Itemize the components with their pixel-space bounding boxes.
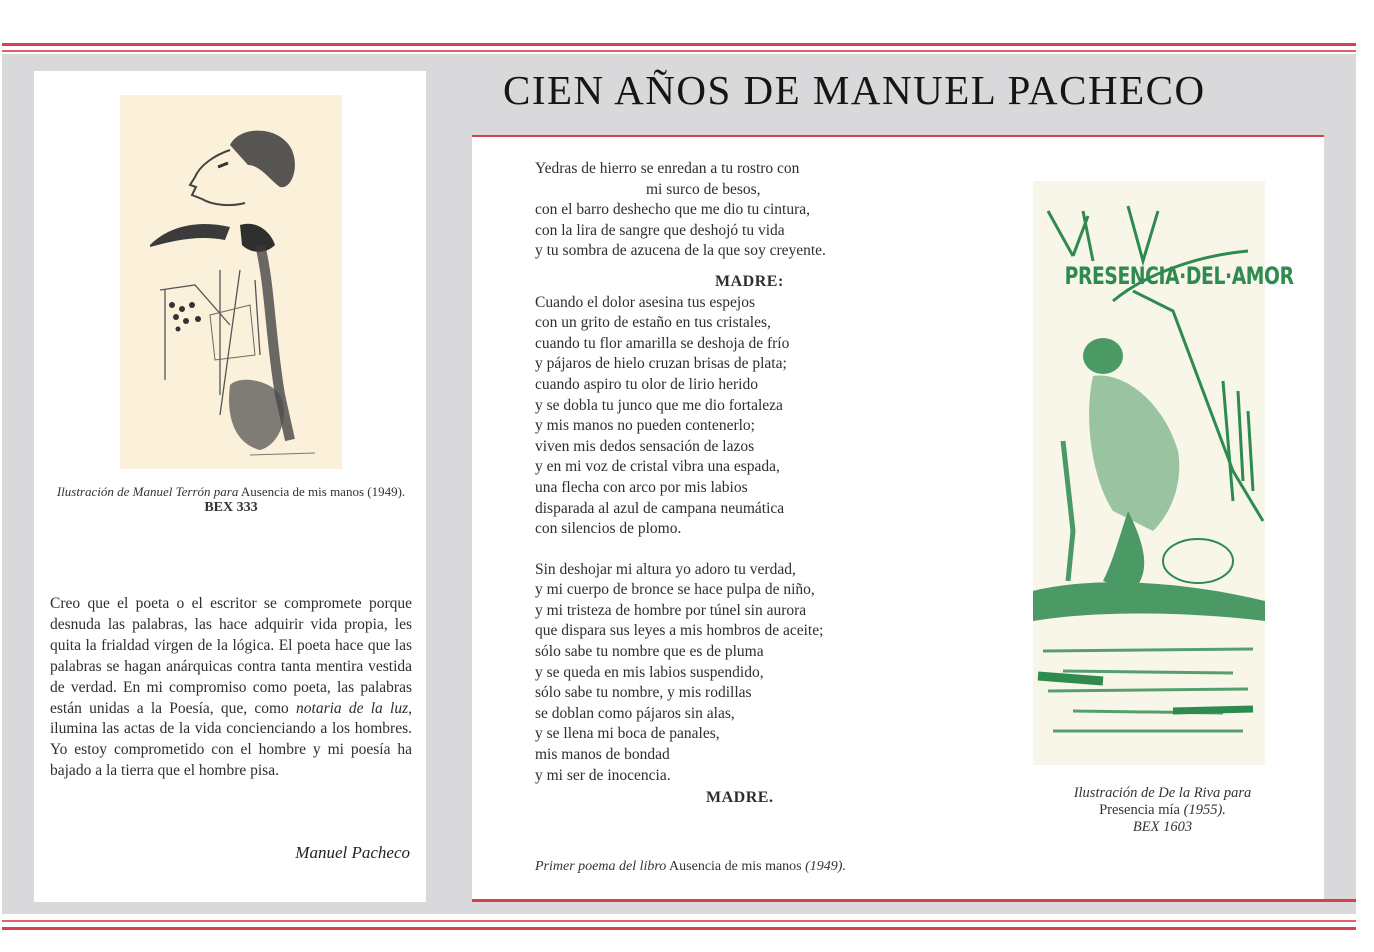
poem-line: una flecha con arco por mis labios	[535, 478, 748, 496]
caption-credit: Ilustración de De la Riva para	[1073, 785, 1252, 801]
quote-signature: Manuel Pacheco	[295, 843, 410, 862]
poem-line: y pájaros de hielo cruzan brisas de plata;	[535, 355, 787, 373]
poem-line: y se dobla tu junco que me dio fortaleza	[535, 396, 783, 414]
source-label: Primer poema del libro	[535, 859, 667, 874]
poem-line: mis manos de bondad	[535, 746, 670, 764]
poem-line: con silencios de plomo.	[535, 520, 682, 538]
portrait-sketch-illustration	[120, 95, 342, 469]
caption-book-title: Presencia mía	[1099, 802, 1180, 818]
poem-line: y mis manos no pueden contenerlo;	[535, 417, 755, 435]
poem-line: con un grito de estaño en tus cristales,	[535, 314, 771, 332]
poem-line: y en mi voz de cristal vibra una espada,	[535, 458, 780, 476]
poem-closing: MADRE.	[706, 789, 774, 807]
bottom-rule-inner	[2, 920, 1356, 922]
poem-line: viven mis dedos sensación de lazos	[535, 437, 755, 455]
source-book: Ausencia de mis manos	[669, 859, 802, 874]
left-illustration-caption	[56, 484, 406, 516]
ink-portrait-sketch-icon	[120, 95, 342, 469]
right-illustration-caption	[1030, 785, 1295, 836]
poem-line: cuando tu flor amarilla se deshoja de frío	[535, 334, 790, 352]
poem-line: sólo sabe tu nombre que es de pluma	[535, 643, 764, 661]
catalog-ref: BEX 1603	[1132, 819, 1193, 835]
poem-line: con la lira de sangre que deshojó tu vida	[535, 221, 785, 239]
poem-line: y se queda en mis labios suspendido,	[535, 663, 764, 681]
page-title: CIEN AÑOS DE MANUEL PACHECO	[503, 67, 1206, 113]
source-year: (1949).	[805, 859, 846, 874]
top-rule-outer	[2, 43, 1356, 46]
bottom-rule-outer	[2, 927, 1356, 930]
poem-line: sólo sabe tu nombre, y mis rodillas	[535, 684, 752, 702]
poem-line: y mi ser de inocencia.	[535, 766, 671, 784]
caption-year: (1955).	[1183, 802, 1226, 818]
top-rule-inner	[2, 50, 1356, 52]
poem-madre	[535, 159, 915, 809]
poem-line: Sin deshojar mi altura yo adoro tu verdad,	[535, 560, 796, 578]
poem-line: y tu sombra de azucena de la que soy creyente.	[535, 242, 826, 260]
poem-line: y se llena mi boca de panales,	[535, 725, 720, 743]
quote-italic-phrase: notaria de la luz	[296, 699, 409, 717]
caption-book-title: Ausencia de mis manos (1949).	[240, 484, 406, 499]
poem-source	[535, 859, 846, 875]
poem-line: Yedras de hierro se enredan a tu rostro con	[535, 160, 800, 177]
poem-line: disparada al azul de campana neumática	[535, 499, 785, 517]
poem-line: Cuando el dolor asesina tus espejos	[535, 293, 755, 311]
poem-line: y mi tristeza de hombre por túnel sin aurora	[535, 601, 807, 619]
caption-book-line	[1030, 802, 1295, 819]
poem-line: y mi cuerpo de bronce se hace pulpa de niño,	[535, 581, 815, 599]
quote-text-1: Creo que el poeta o el escritor se compromete porque desnuda las palabras, las hace adquirir vida propia, les quita la frialdad virgen de la lógica. El poeta hace que las palabras se hagan anárquicas contra tanta mentira vestida de verdad. En mi compromiso como poeta, las palabras están unidas a la Poesía, que, como	[50, 595, 412, 717]
author-quote	[50, 594, 412, 782]
poem-line: que dispara sus leyes a mis hombros de aceite;	[535, 622, 824, 640]
book-cover-title: PRESENCIA·DEL·AMOR	[1064, 262, 1294, 290]
poem-heading: MADRE:	[715, 272, 784, 290]
poem-line: se doblan como pájaros sin alas,	[535, 704, 735, 722]
poem-line: mi surco de besos,	[646, 180, 761, 198]
quote-text-2: , ilumina las actas de la vida concienciando a los hombres. Yo estoy comprometido con el hombre y mi poesía ha bajado a la tierra que el hombre pisa.	[50, 699, 412, 780]
caption-credit: Ilustración de Manuel Terrón para	[56, 484, 239, 499]
catalog-ref: BEX 333	[204, 500, 258, 515]
poem-line: cuando aspiro tu olor de lirio herido	[535, 375, 758, 393]
stanza-gap	[535, 540, 915, 560]
poem-line: con el barro deshecho que me dio tu cintura,	[535, 201, 811, 219]
main-panel-bottom-rule	[472, 899, 1356, 902]
